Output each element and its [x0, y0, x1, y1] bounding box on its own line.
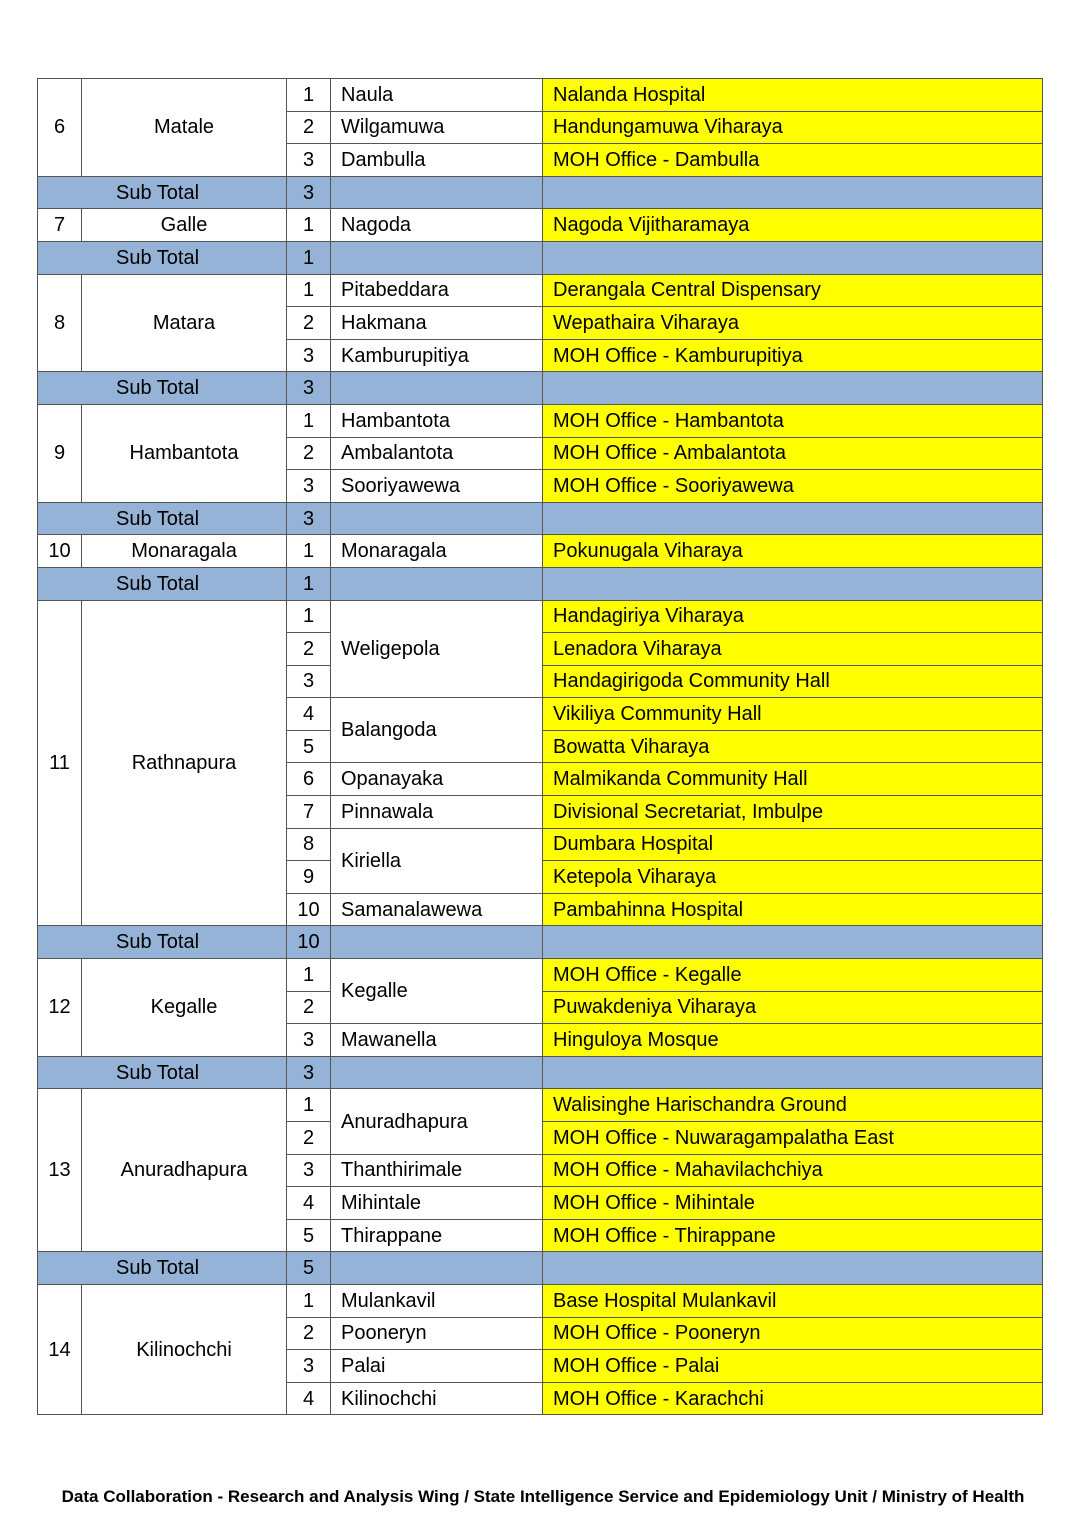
- vaccination-location: Puwakdeniya Viharaya: [543, 991, 1043, 1024]
- moh-area: Mawanella: [331, 1024, 543, 1057]
- table-row: [38, 209, 1043, 242]
- district-number: 13: [38, 1089, 82, 1252]
- site-index: 1: [287, 209, 331, 242]
- table-row: [38, 1089, 1043, 1122]
- vaccination-location: Hinguloya Mosque: [543, 1024, 1043, 1057]
- site-index: 4: [287, 1382, 331, 1415]
- table-row: [38, 404, 1043, 437]
- subtotal-empty-cell: [331, 241, 543, 274]
- site-index: 9: [287, 861, 331, 894]
- district-name: Matara: [82, 274, 287, 372]
- vaccination-location: MOH Office - Mahavilachchiya: [543, 1154, 1043, 1187]
- site-index: 3: [287, 1024, 331, 1057]
- vaccination-location: Ketepola Viharaya: [543, 861, 1043, 894]
- moh-area: Sooriyawewa: [331, 470, 543, 503]
- subtotal-empty-cell: [543, 926, 1043, 959]
- table-row: [38, 1284, 1043, 1317]
- site-index: 2: [287, 633, 331, 666]
- district-number: 8: [38, 274, 82, 372]
- subtotal-empty-cell: [331, 372, 543, 405]
- moh-area: Nagoda: [331, 209, 543, 242]
- district-name: Monaragala: [82, 535, 287, 568]
- vaccination-location: MOH Office - Hambantota: [543, 404, 1043, 437]
- site-index: 3: [287, 470, 331, 503]
- district-name: Rathnapura: [82, 600, 287, 926]
- vaccination-location: MOH Office - Kegalle: [543, 959, 1043, 992]
- district-number: 11: [38, 600, 82, 926]
- vaccination-location: Malmikanda Community Hall: [543, 763, 1043, 796]
- subtotal-empty-cell: [331, 1056, 543, 1089]
- subtotal-row: [38, 1252, 1043, 1285]
- vaccination-location: Divisional Secretariat, Imbulpe: [543, 796, 1043, 829]
- subtotal-empty-cell: [543, 502, 1043, 535]
- moh-area: Kegalle: [331, 959, 543, 1024]
- subtotal-label: Sub Total: [38, 1252, 287, 1285]
- site-index: 1: [287, 535, 331, 568]
- moh-area: Wilgamuwa: [331, 111, 543, 144]
- site-index: 2: [287, 111, 331, 144]
- district-number: 9: [38, 404, 82, 502]
- moh-area: Kamburupitiya: [331, 339, 543, 372]
- site-index: 1: [287, 404, 331, 437]
- subtotal-label: Sub Total: [38, 176, 287, 209]
- site-index: 5: [287, 730, 331, 763]
- moh-area: Naula: [331, 79, 543, 112]
- subtotal-empty-cell: [331, 502, 543, 535]
- site-index: 3: [287, 1350, 331, 1383]
- subtotal-value: 3: [287, 372, 331, 405]
- vaccination-location: Pambahinna Hospital: [543, 893, 1043, 926]
- district-name: Anuradhapura: [82, 1089, 287, 1252]
- vaccination-location: MOH Office - Thirappane: [543, 1219, 1043, 1252]
- moh-area: Opanayaka: [331, 763, 543, 796]
- table-row: [38, 600, 1043, 633]
- vaccination-location: Dumbara Hospital: [543, 828, 1043, 861]
- moh-area: Samanalawewa: [331, 893, 543, 926]
- site-index: 5: [287, 1219, 331, 1252]
- vaccination-location: Base Hospital Mulankavil: [543, 1284, 1043, 1317]
- moh-area: Kilinochchi: [331, 1382, 543, 1415]
- moh-area: Anuradhapura: [331, 1089, 543, 1154]
- vaccination-location: Pokunugala Viharaya: [543, 535, 1043, 568]
- vaccination-location: Handagirigoda Community Hall: [543, 665, 1043, 698]
- vaccination-location: MOH Office - Karachchi: [543, 1382, 1043, 1415]
- site-index: 2: [287, 991, 331, 1024]
- site-index: 4: [287, 698, 331, 731]
- subtotal-row: [38, 176, 1043, 209]
- subtotal-empty-cell: [543, 372, 1043, 405]
- subtotal-label: Sub Total: [38, 372, 287, 405]
- moh-area: Pinnawala: [331, 796, 543, 829]
- subtotal-row: [38, 241, 1043, 274]
- district-number: 10: [38, 535, 82, 568]
- site-index: 1: [287, 959, 331, 992]
- subtotal-value: 3: [287, 176, 331, 209]
- vaccination-location: Nalanda Hospital: [543, 79, 1043, 112]
- site-index: 2: [287, 1317, 331, 1350]
- vaccination-location: Derangala Central Dispensary: [543, 274, 1043, 307]
- subtotal-empty-cell: [543, 241, 1043, 274]
- district-name: Hambantota: [82, 404, 287, 502]
- moh-area: Weligepola: [331, 600, 543, 698]
- site-index: 1: [287, 274, 331, 307]
- vaccination-location: Bowatta Viharaya: [543, 730, 1043, 763]
- vaccination-location: Vikiliya Community Hall: [543, 698, 1043, 731]
- vaccination-location: Wepathaira Viharaya: [543, 307, 1043, 340]
- vaccination-location: MOH Office - Palai: [543, 1350, 1043, 1383]
- vaccination-location: MOH Office - Ambalantota: [543, 437, 1043, 470]
- subtotal-row: [38, 926, 1043, 959]
- vaccination-location: MOH Office - Nuwaragampalatha East: [543, 1122, 1043, 1155]
- subtotal-row: [38, 1056, 1043, 1089]
- site-index: 8: [287, 828, 331, 861]
- subtotal-label: Sub Total: [38, 567, 287, 600]
- moh-area: Kiriella: [331, 828, 543, 893]
- subtotal-label: Sub Total: [38, 502, 287, 535]
- table-row: [38, 79, 1043, 112]
- subtotal-empty-cell: [331, 1252, 543, 1285]
- vaccination-location: Walisinghe Harischandra Ground: [543, 1089, 1043, 1122]
- subtotal-row: [38, 372, 1043, 405]
- vaccination-location: Nagoda Vijitharamaya: [543, 209, 1043, 242]
- moh-area: Monaragala: [331, 535, 543, 568]
- subtotal-empty-cell: [331, 567, 543, 600]
- vaccination-location: MOH Office - Kamburupitiya: [543, 339, 1043, 372]
- subtotal-label: Sub Total: [38, 1056, 287, 1089]
- vaccination-location: Handagiriya Viharaya: [543, 600, 1043, 633]
- site-index: 2: [287, 437, 331, 470]
- vaccination-centers-table: [37, 78, 1043, 1415]
- site-index: 1: [287, 600, 331, 633]
- subtotal-empty-cell: [543, 1056, 1043, 1089]
- moh-area: Balangoda: [331, 698, 543, 763]
- site-index: 10: [287, 893, 331, 926]
- site-index: 1: [287, 1089, 331, 1122]
- footer-credit: Data Collaboration - Research and Analysis Wing / State Intelligence Service and Epidemiology Unit / Ministry of Health: [61, 1487, 1025, 1506]
- site-index: 4: [287, 1187, 331, 1220]
- site-index: 2: [287, 307, 331, 340]
- subtotal-empty-cell: [331, 176, 543, 209]
- site-index: 2: [287, 1122, 331, 1155]
- district-name: Matale: [82, 79, 287, 177]
- site-index: 1: [287, 1284, 331, 1317]
- moh-area: Thanthirimale: [331, 1154, 543, 1187]
- vaccination-location: MOH Office - Sooriyawewa: [543, 470, 1043, 503]
- moh-area: Mihintale: [331, 1187, 543, 1220]
- subtotal-empty-cell: [543, 567, 1043, 600]
- table-row: [38, 959, 1043, 992]
- district-number: 12: [38, 959, 82, 1057]
- site-index: 3: [287, 1154, 331, 1187]
- site-index: 3: [287, 144, 331, 177]
- moh-area: Pitabeddara: [331, 274, 543, 307]
- subtotal-label: Sub Total: [38, 926, 287, 959]
- vaccination-location: MOH Office - Pooneryn: [543, 1317, 1043, 1350]
- site-index: 7: [287, 796, 331, 829]
- subtotal-value: 3: [287, 502, 331, 535]
- subtotal-value: 5: [287, 1252, 331, 1285]
- subtotal-row: [38, 567, 1043, 600]
- moh-area: Hambantota: [331, 404, 543, 437]
- district-name: Galle: [82, 209, 287, 242]
- moh-area: Hakmana: [331, 307, 543, 340]
- moh-area: Mulankavil: [331, 1284, 543, 1317]
- site-index: 3: [287, 339, 331, 372]
- vaccination-location: MOH Office - Dambulla: [543, 144, 1043, 177]
- moh-area: Dambulla: [331, 144, 543, 177]
- district-number: 6: [38, 79, 82, 177]
- vaccination-location: Handungamuwa Viharaya: [543, 111, 1043, 144]
- moh-area: Pooneryn: [331, 1317, 543, 1350]
- table-row: [38, 274, 1043, 307]
- subtotal-value: 1: [287, 567, 331, 600]
- district-number: 7: [38, 209, 82, 242]
- subtotal-empty-cell: [331, 926, 543, 959]
- district-name: Kegalle: [82, 959, 287, 1057]
- subtotal-empty-cell: [543, 176, 1043, 209]
- subtotal-value: 1: [287, 241, 331, 274]
- site-index: 6: [287, 763, 331, 796]
- district-number: 14: [38, 1284, 82, 1414]
- district-name: Kilinochchi: [82, 1284, 287, 1414]
- moh-area: Ambalantota: [331, 437, 543, 470]
- subtotal-label: Sub Total: [38, 241, 287, 274]
- site-index: 1: [287, 79, 331, 112]
- site-index: 3: [287, 665, 331, 698]
- subtotal-value: 10: [287, 926, 331, 959]
- moh-area: Thirappane: [331, 1219, 543, 1252]
- subtotal-value: 3: [287, 1056, 331, 1089]
- subtotal-empty-cell: [543, 1252, 1043, 1285]
- table-row: [38, 535, 1043, 568]
- vaccination-location: Lenadora Viharaya: [543, 633, 1043, 666]
- moh-area: Palai: [331, 1350, 543, 1383]
- vaccination-location: MOH Office - Mihintale: [543, 1187, 1043, 1220]
- subtotal-row: [38, 502, 1043, 535]
